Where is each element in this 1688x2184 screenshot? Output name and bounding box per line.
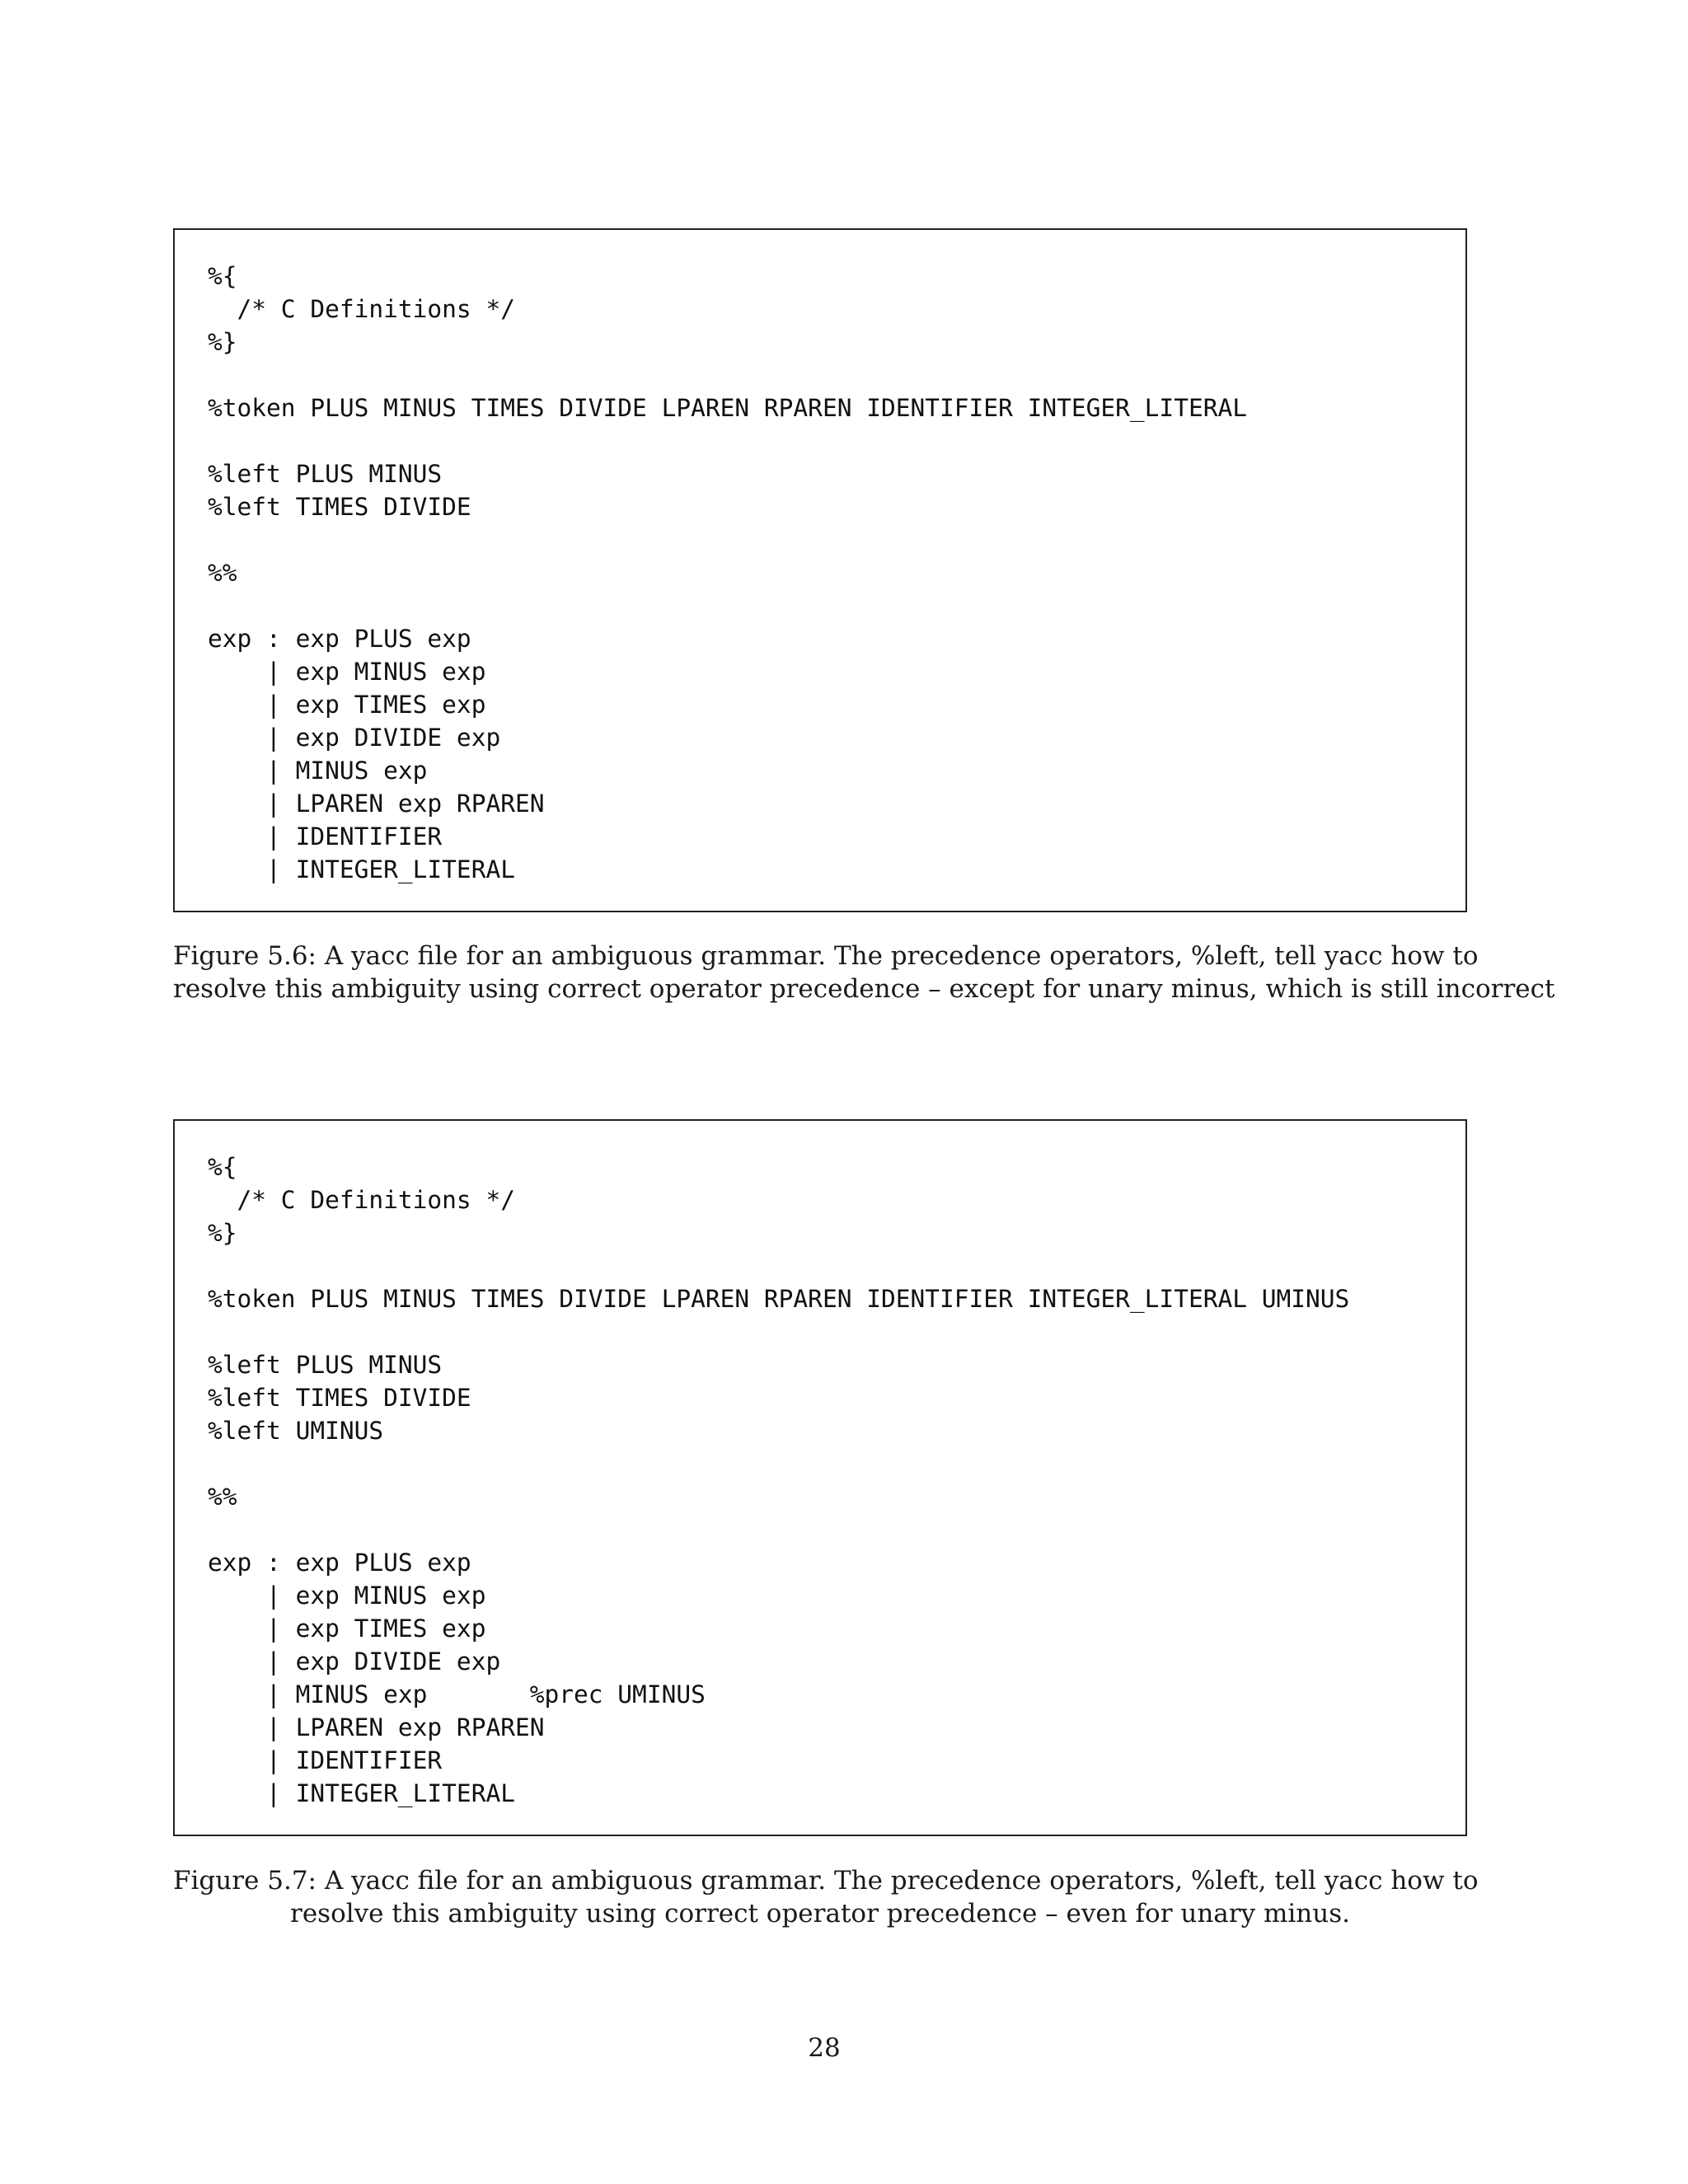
code-line: %token PLUS MINUS TIMES DIVIDE LPAREN RPAREN IDENTIFIER INTEGER_LITERAL UMINUS <box>208 1285 1350 1313</box>
code-line <box>208 1447 1349 1480</box>
code-line: | INTEGER_LITERAL <box>208 1779 515 1807</box>
page-number: 28 <box>808 2033 841 2063</box>
figure-caption-5-7 <box>173 1864 1479 1930</box>
code-line: %token PLUS MINUS TIMES DIVIDE LPAREN RPAREN IDENTIFIER INTEGER_LITERAL <box>208 394 1247 422</box>
code-line: | IDENTIFIER <box>208 1746 443 1774</box>
code-line <box>208 424 1247 457</box>
code-line: %} <box>208 1219 237 1247</box>
code-line: | MINUS exp <box>208 757 428 785</box>
code-line <box>208 523 1247 556</box>
code-line: | exp DIVIDE exp <box>208 1647 501 1675</box>
code-line: | IDENTIFIER <box>208 823 443 851</box>
code-line: exp : exp PLUS exp <box>208 625 471 653</box>
code-line: | INTEGER_LITERAL <box>208 855 515 883</box>
code-line: %% <box>208 559 237 587</box>
code-line: /* C Definitions */ <box>208 1186 515 1214</box>
code-line: | LPAREN exp RPAREN <box>208 1713 545 1741</box>
code-listing-figure-5-7 <box>173 1119 1467 1836</box>
code-line: exp : exp PLUS exp <box>208 1549 471 1577</box>
code-line: %{ <box>208 262 237 290</box>
code-line <box>208 1249 1349 1282</box>
code-line: | exp TIMES exp <box>208 1615 486 1643</box>
code-line: /* C Definitions */ <box>208 295 515 323</box>
code-line <box>208 589 1247 622</box>
code-line: %left TIMES DIVIDE <box>208 1384 471 1412</box>
code-line: %% <box>208 1483 237 1511</box>
code-line: %left UMINUS <box>208 1417 384 1445</box>
code-line: | exp DIVIDE exp <box>208 724 501 752</box>
caption-line: resolve this ambiguity using correct operator precedence – even for unary minus. <box>290 1899 1350 1929</box>
figure-caption-5-6 <box>173 940 1555 1005</box>
code-line: %left PLUS MINUS <box>208 460 443 488</box>
code-line <box>208 359 1247 391</box>
code-lines <box>208 1151 1349 1810</box>
code-line: | LPAREN exp RPAREN <box>208 790 545 818</box>
caption-line: resolve this ambiguity using correct operator precedence – except for unary minus, which is still incorrect <box>173 974 1555 1004</box>
code-line: | exp TIMES exp <box>208 691 486 719</box>
code-line <box>208 1513 1349 1546</box>
code-listing-figure-5-6 <box>173 228 1467 912</box>
code-line: %left PLUS MINUS <box>208 1351 443 1379</box>
code-line: | exp MINUS exp <box>208 658 486 686</box>
code-line: %{ <box>208 1153 237 1181</box>
code-line: | MINUS exp %prec UMINUS <box>208 1680 706 1708</box>
code-lines <box>208 260 1247 886</box>
code-line: | exp MINUS exp <box>208 1582 486 1610</box>
code-line: %left TIMES DIVIDE <box>208 493 471 521</box>
caption-line: Figure 5.7: A yacc file for an ambiguous grammar. The precedence operators, %left, tell yacc how to <box>173 1866 1479 1896</box>
code-line: %} <box>208 328 237 356</box>
caption-line: Figure 5.6: A yacc file for an ambiguous grammar. The precedence operators, %left, tell yacc how to <box>173 941 1479 971</box>
code-line <box>208 1315 1349 1348</box>
